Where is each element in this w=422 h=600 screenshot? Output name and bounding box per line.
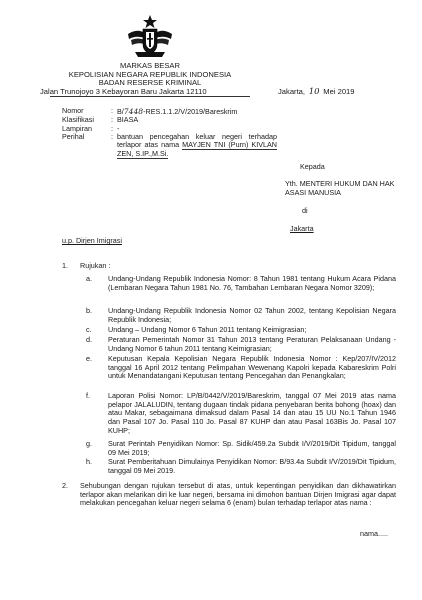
lampiran-value: -	[117, 124, 120, 133]
list-item-letter: g.	[86, 439, 92, 448]
section-2-text: Sehubungan dengan rujukan tersebut di atas, untuk kepentingan penyidikan dan dikhawatirkan terlapor akan melarikan diri ke luar negeri, bersama ini dimohon bantuan Dirjen Imigrasi agar dapat melakukan pencegahan keluar negeri selama 6 (enam) bulan terhadap terlapor atas nama :	[80, 481, 396, 508]
perihal-label: Perihal	[62, 132, 85, 141]
letterhead-line-3: BADAN RESERSE KRIMINAL	[98, 78, 202, 87]
section-1-number: 1.	[62, 261, 68, 270]
list-item: Undang-Undang Republik Indonesia Nomor: 8 Tahun 1981 tentang Hukum Acara Pidana (Lembaran Negara Tahun 1981 No. 76, Tambahan Lembaran Negara Nomor 3209);	[108, 274, 396, 292]
list-item: Laporan Polisi Nomor: LP/B/0442/V/2019/Bareskrim, tanggal 07 Mei 2019 atas nama pelapor JALALUDIN, tentang dugaan tindak pidana penyebaran berita bohong (hoax) dan atau Makar, sebagaimana dimaksud dalam Pasal 14 dan atau 15 UU No.1 Tahun 1946 dan Pasal 107 Jo. Pasal 110 Jo. Pasal 87 KUHP dan atau Pasal 163Bis Jo. Pasal 107 KUHP;	[108, 391, 396, 435]
nomor-suffix: -RES.1.1.2/V/2019/Bareskrim	[143, 107, 238, 116]
date-city: Jakarta,	[278, 87, 306, 96]
perihal-text: bantuan pencegahan keluar negeri terhadap terlapor atas nama	[117, 132, 277, 150]
nomor-prefix: B/	[117, 107, 124, 116]
list-item-letter: c.	[86, 325, 92, 334]
section-2-number: 2.	[62, 481, 68, 490]
perihal-name: MAYJEN TNI (Purn) KIVLAN ZEN, S.IP.,M.Si.	[117, 140, 277, 158]
continuation-marker: nama.....	[360, 529, 388, 538]
letterhead-line-1: MARKAS BESAR	[120, 61, 180, 70]
klasifikasi-label: Klasifikasi	[62, 115, 94, 124]
list-item-letter: a.	[86, 274, 92, 283]
perihal-value	[117, 133, 277, 158]
list-item-letter: b.	[86, 306, 92, 315]
nomor-handwritten-number: 7448	[123, 107, 144, 116]
date-month-year: Mei 2019	[323, 87, 355, 96]
list-item: Surat Perintah Penyidikan Nomor: Sp. Sidik/459.2a Subdit I/V/2019/Dit Tipidum, tanggal 09 Mei 2019;	[108, 439, 396, 457]
list-item: Undang – Undang Nomor 6 Tahun 2011 tentang Keimigrasian;	[108, 325, 307, 334]
police-emblem-logo	[125, 14, 175, 60]
letter-date	[278, 87, 355, 97]
nomor-label: Nomor	[62, 106, 84, 115]
list-item-letter: d.	[86, 335, 92, 344]
list-item: Undang-Undang Republik Indonesia Nomor 02 Tahun 2002, tentang Kepolisian Negara Republik Indonesia;	[108, 306, 396, 324]
addressee-di: di	[302, 206, 308, 215]
date-day: 10	[308, 87, 320, 97]
section-1-title: Rujukan :	[80, 261, 111, 270]
addressee-city: Jakarta	[290, 224, 314, 233]
colon: :	[111, 132, 113, 141]
letterhead-divider	[50, 96, 250, 97]
attention-line: u.p. Dirjen Imigrasi	[62, 236, 122, 245]
kepada-label: Kepada	[300, 162, 325, 171]
klasifikasi-value: BIASA	[117, 115, 139, 124]
lampiran-label: Lampiran	[62, 124, 92, 133]
letterhead-address: Jalan Trunojoyo 3 Kebayoran Baru Jakarta 12110	[40, 87, 207, 96]
list-item: Peraturan Pemerintah Nomor 31 Tahun 2013 tentang Peraturan Pelaksanaan Undang - Undang Nomor 6 tahun 2011 tentang Keimigrasian;	[108, 335, 396, 353]
addressee-name: Yth. MENTERI HUKUM DAN HAK ASASI MANUSIA	[285, 179, 395, 197]
colon: :	[111, 115, 113, 124]
list-item: Surat Pemberitahuan Dimulainya Penyidikan Nomor: B/93.4a Subdit I/V/2019/Dit Tipidum, tanggal 09 Mei 2019.	[108, 457, 396, 475]
list-item-letter: e.	[86, 354, 92, 363]
list-item-letter: f.	[86, 391, 90, 400]
colon: :	[111, 124, 113, 133]
colon: :	[111, 106, 113, 115]
letterhead-line-2: KEPOLISIAN NEGARA REPUBLIK INDONESIA	[68, 70, 232, 79]
list-item: Keputusan Kepala Kepolisian Negara Republik Indonesia Nomor : Kep/207/IV/2012 tanggal 16 April 2012 tentang Pelimpahan Wewenang Kapolri kepada Kabareskrim Polri untuk Menandatangani Keputusan tentang Pencegahan dan Penangkalan;	[108, 354, 396, 381]
list-item-letter: h.	[86, 457, 92, 466]
